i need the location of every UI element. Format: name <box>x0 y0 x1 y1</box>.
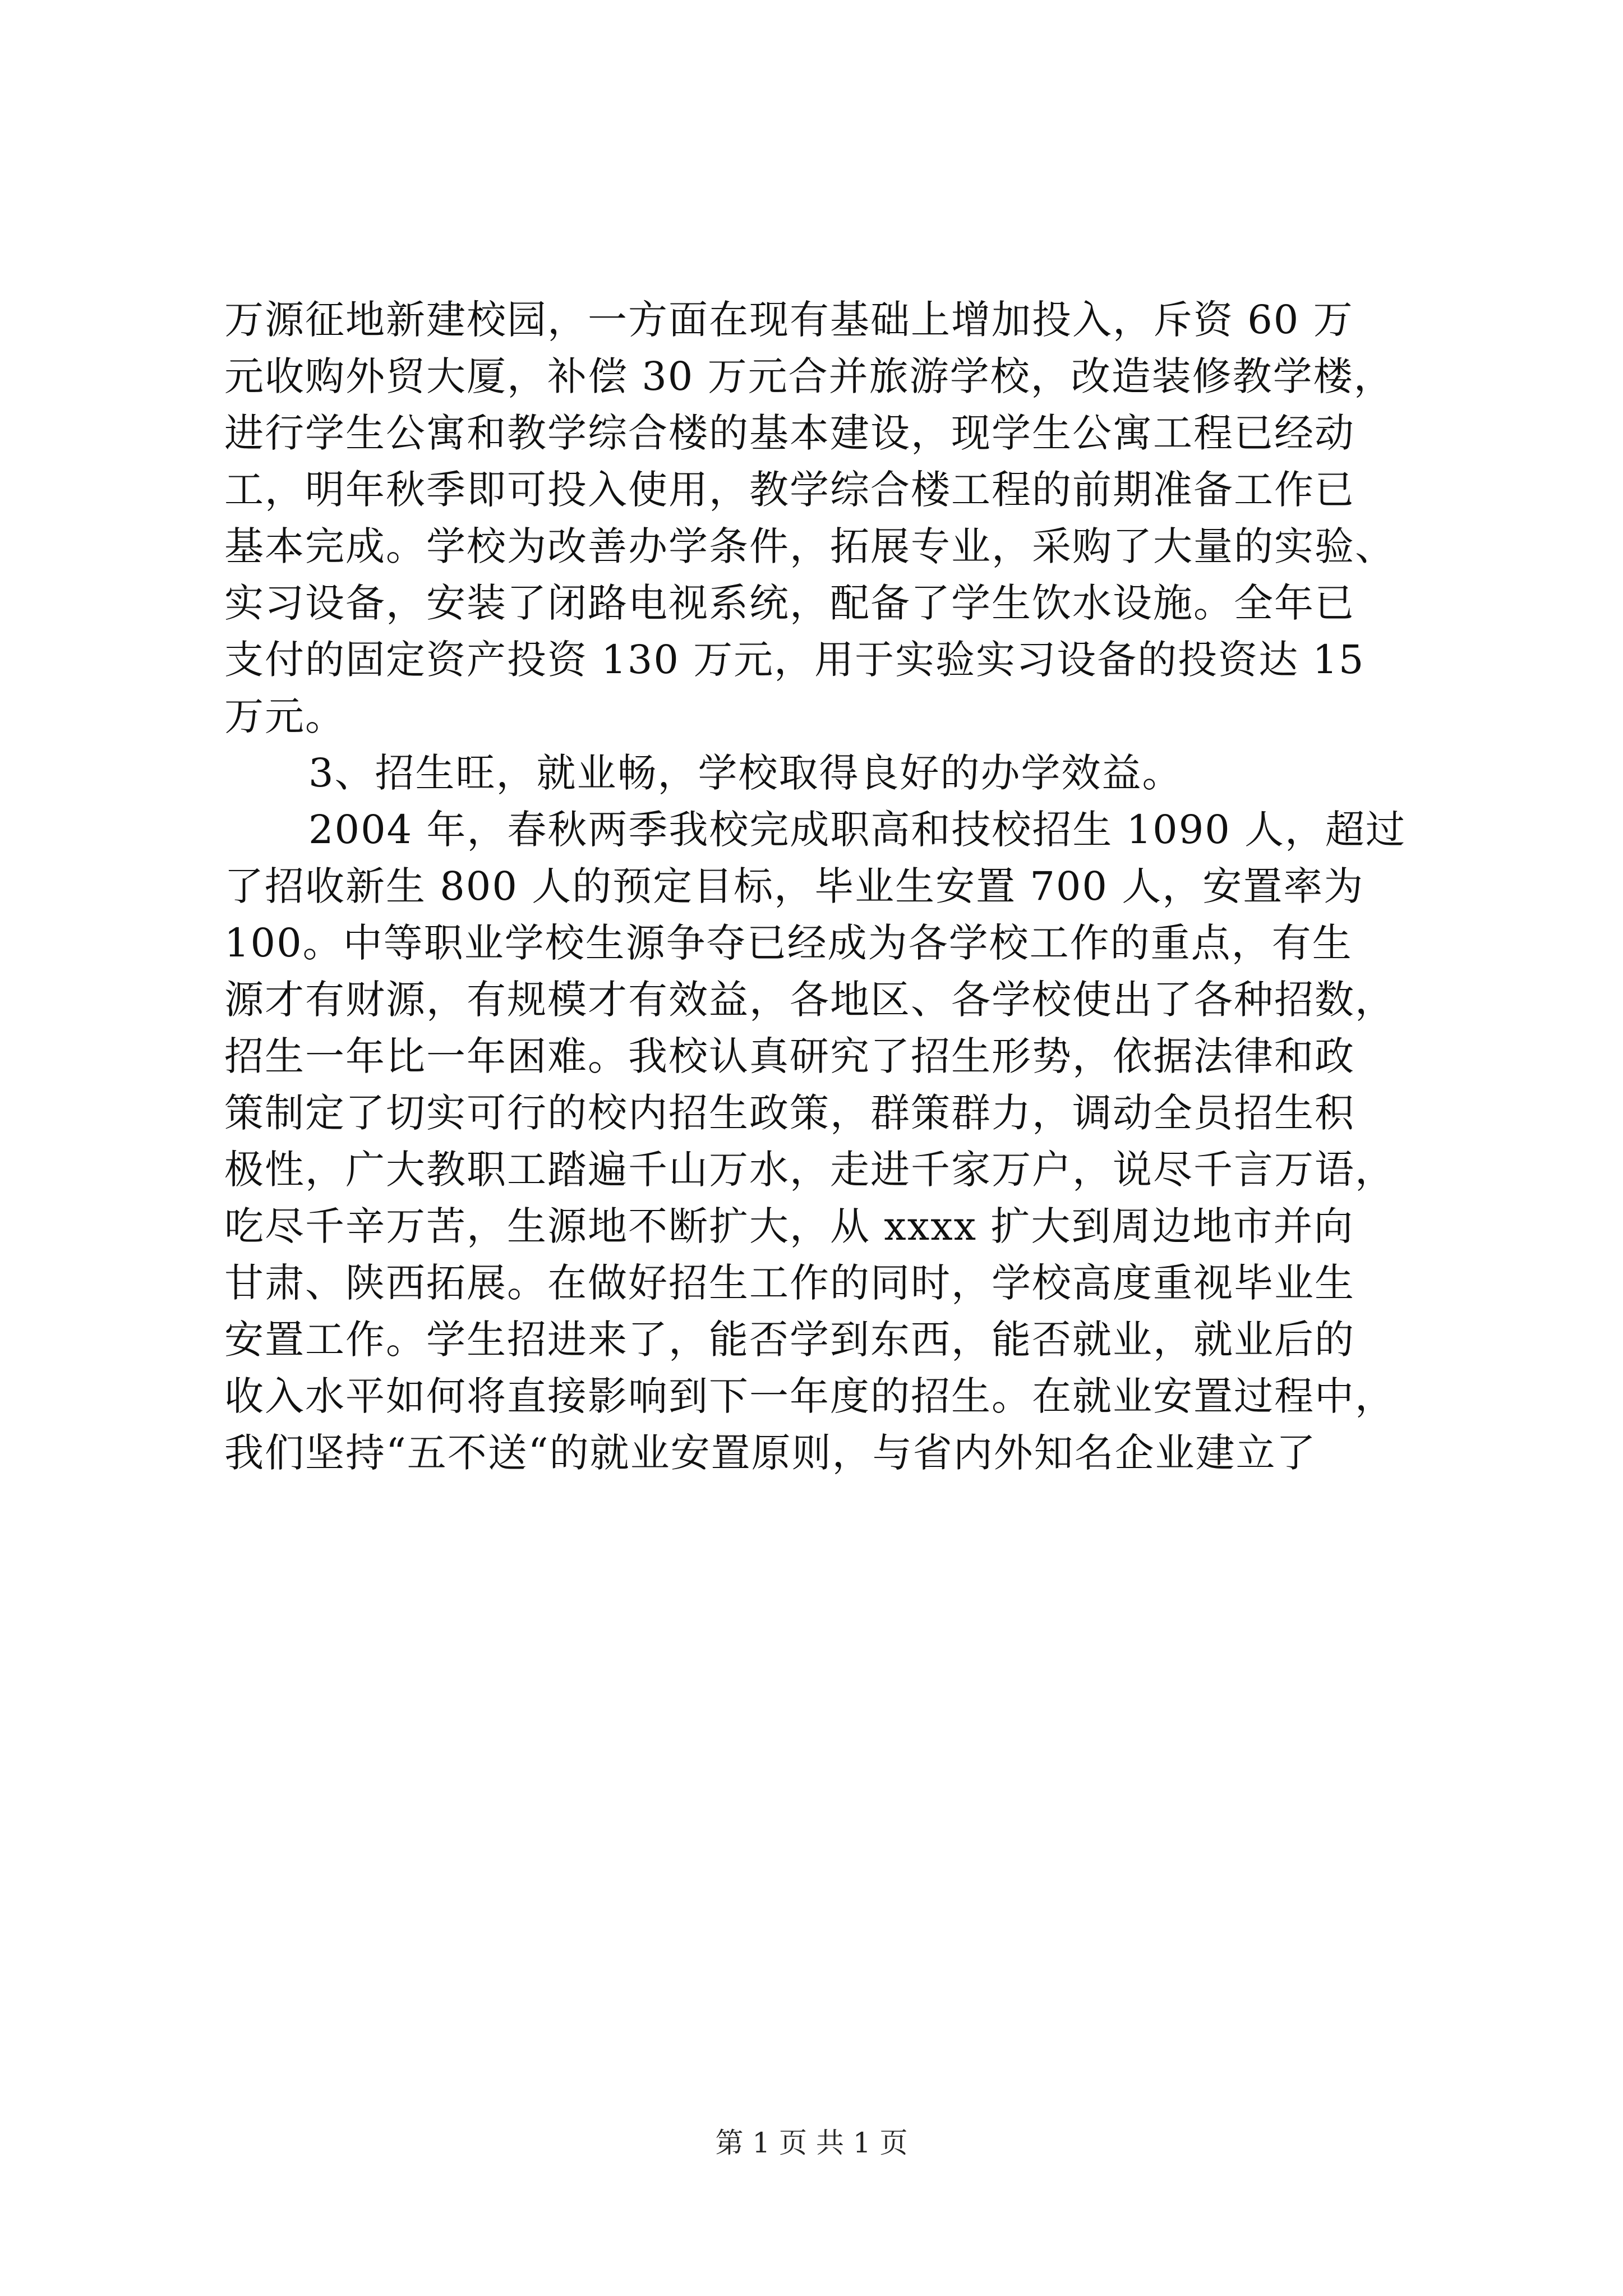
text-line: 100。中等职业学校生源争夺已经成为各学校工作的重点，有生 <box>224 920 1353 966</box>
text-line: 元收购外贸大厦，补偿 30 万元合并旅游学校，改造装修教学楼， <box>224 353 1394 399</box>
page-footer <box>0 2126 1623 2160</box>
body-text <box>224 292 1436 1481</box>
section-heading: 3、招生旺，就业畅，学校取得良好的办学效益。 <box>308 750 1183 796</box>
text-line: 进行学生公寓和教学综合楼的基本建设，现学生公寓工程已经动 <box>224 410 1355 456</box>
text-line: 策制定了切实可行的校内招生政策，群策群力，调动全员招生积 <box>224 1090 1355 1136</box>
text-line: 基本完成。学校为改善办学条件，拓展专业，采购了大量的实验、 <box>224 523 1395 569</box>
paragraph-start: 2004 年，春秋两季我校完成职高和技校招生 1090 人，超过 <box>308 807 1407 853</box>
text-line: 实习设备，安装了闭路电视系统，配备了学生饮水设施。全年已 <box>224 580 1355 626</box>
text-line: 极性，广大教职工踏遍千山万水，走进千家万户，说尽千言万语， <box>224 1147 1395 1193</box>
text-line: 支付的固定资产投资 130 万元，用于实验实习设备的投资达 15 <box>224 637 1365 683</box>
text-line: 源才有财源，有规模才有效益，各地区、各学校使出了各种招数， <box>224 977 1395 1023</box>
text-line: 甘肃、陕西拓展。在做好招生工作的同时，学校高度重视毕业生 <box>224 1260 1355 1306</box>
text-line: 万元。 <box>224 693 345 739</box>
text-line: 吃尽千辛万苦，生源地不断扩大，从 xxxx 扩大到周边地市并向 <box>224 1203 1354 1249</box>
text-line: 工，明年秋季即可投入使用，教学综合楼工程的前期准备工作已 <box>224 467 1355 513</box>
text-line: 万源征地新建校园，一方面在现有基础上增加投入，斥资 60 万 <box>224 297 1354 343</box>
text-line: 安置工作。学生招进来了，能否学到东西，能否就业，就业后的 <box>224 1317 1355 1363</box>
text-line: 了招收新生 800 人的预定目标，毕业生安置 700 人，安置率为 <box>224 863 1364 909</box>
text-line: 我们坚持“五不送“的就业安置原则，与省内外知名企业建立了 <box>224 1430 1317 1476</box>
page-number: 第 1 页 共 1 页 <box>715 2127 908 2159</box>
text-line: 收入水平如何将直接影响到下一年度的招生。在就业安置过程中， <box>224 1373 1395 1419</box>
text-line: 招生一年比一年困难。我校认真研究了招生形势，依据法律和政 <box>224 1033 1355 1079</box>
